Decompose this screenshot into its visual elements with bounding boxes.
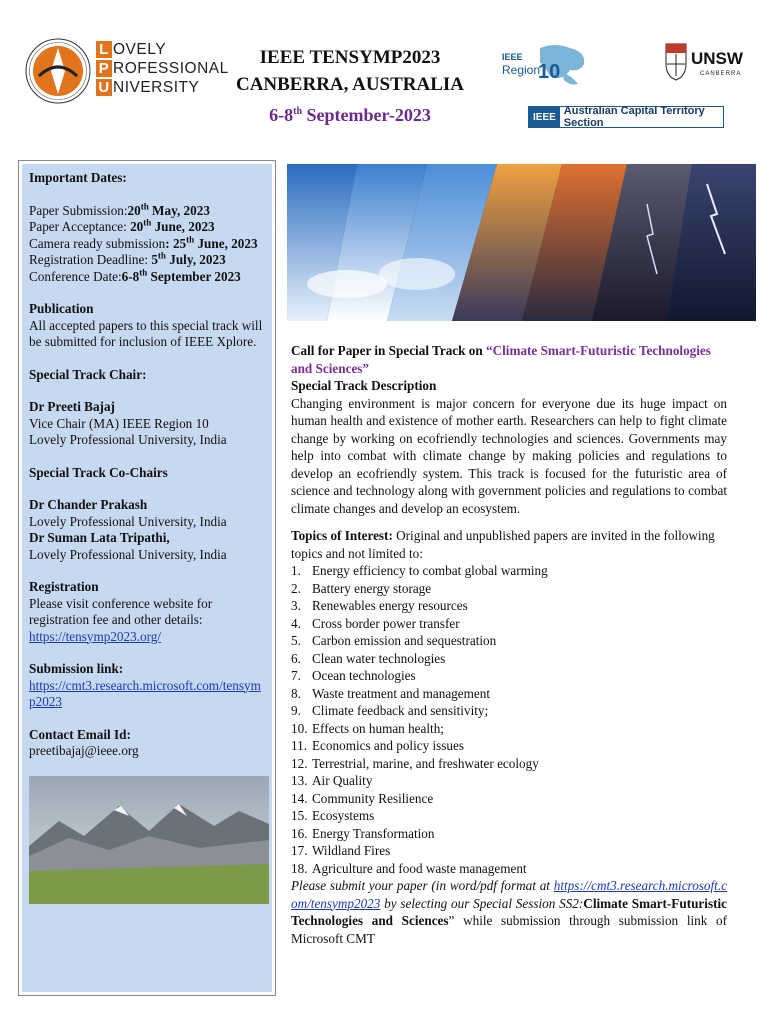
topic-number: 13. bbox=[291, 773, 308, 788]
topic-number: 15. bbox=[291, 808, 308, 823]
topic-item bbox=[291, 615, 727, 633]
description-text: Changing environment is major concern for everyone due its huge impact on human health and existence of mother earth. Researchers can help to fight climate change by working on ecofriendly technologies and sciences. Governments may help into combat with climate change by making policies and regulations to develop an ecofriendly system. This track is focused for the futuristic area of science and technology along with government policies and regulations to combat climate changes and develop an ecosystem. bbox=[291, 395, 727, 516]
lpu-logo bbox=[25, 38, 91, 104]
topic-text: Battery energy storage bbox=[312, 580, 432, 596]
topic-item bbox=[291, 737, 727, 755]
topic-text: Cross border power transfer bbox=[312, 615, 460, 631]
topic-item bbox=[291, 807, 727, 825]
svg-text:CANBERRA: CANBERRA bbox=[700, 71, 742, 77]
topic-item bbox=[291, 842, 727, 860]
topic-text: Clean water technologies bbox=[312, 650, 446, 666]
topic-text: Effects on human health; bbox=[312, 720, 444, 736]
cochair1-affiliation: Lovely Professional University, India bbox=[29, 513, 227, 529]
topic-item bbox=[291, 772, 727, 790]
topic-text: Ecosystems bbox=[312, 808, 375, 823]
topic-text: Energy Transformation bbox=[312, 825, 435, 841]
cochair1-name: Dr Chander Prakash bbox=[29, 497, 148, 512]
topic-number: 10. bbox=[291, 720, 308, 736]
sidebar bbox=[18, 160, 276, 996]
date-conference: Conference Date:6-8th September 2023 bbox=[29, 267, 241, 284]
topic-text: Economics and policy issues bbox=[312, 738, 464, 753]
main-content bbox=[291, 342, 727, 947]
chair-name: Dr Preeti Bajaj bbox=[29, 399, 115, 414]
submission-link[interactable]: https://cmt3.research.microsoft.com/tensymp2023 bbox=[29, 677, 261, 709]
svg-text:UNSW: UNSW bbox=[691, 49, 743, 68]
topic-number: 7. bbox=[291, 668, 301, 683]
track-title: “Climate Smart-Futuristic Technologies and Sciences” bbox=[291, 343, 711, 376]
topics-list bbox=[291, 562, 727, 877]
important-dates-heading: Important Dates: bbox=[29, 170, 127, 185]
unsw-logo bbox=[664, 42, 746, 84]
topic-number: 8. bbox=[291, 685, 301, 701]
topic-number: 4. bbox=[291, 615, 301, 631]
conference-location: CANBERRA, AUSTRALIA bbox=[235, 74, 465, 95]
registration-heading: Registration bbox=[29, 579, 99, 594]
ieee-act-section-logo: IEEE Australian Capital Territory Section bbox=[528, 106, 724, 128]
topic-text: Carbon emission and sequestration bbox=[312, 633, 497, 648]
topic-item bbox=[291, 702, 727, 720]
topic-text: Energy efficiency to combat global warming bbox=[312, 563, 548, 578]
cochairs-heading: Special Track Co-Chairs bbox=[29, 464, 168, 480]
topic-item bbox=[291, 825, 727, 843]
svg-text:Region: Region bbox=[502, 63, 541, 77]
topic-number: 1. bbox=[291, 563, 301, 578]
ieee-region10-logo bbox=[500, 42, 590, 88]
topic-item bbox=[291, 685, 727, 703]
topic-number: 6. bbox=[291, 650, 301, 666]
topics-intro: Topics of Interest: Original and unpublished papers are invited in the following topics and not limited to: bbox=[291, 528, 715, 561]
topic-text: Climate feedback and sensitivity; bbox=[312, 703, 489, 718]
date-registration: Registration Deadline: 5th July, 2023 bbox=[29, 250, 226, 267]
climate-weather-collage-image bbox=[287, 164, 756, 321]
topic-item bbox=[291, 562, 727, 580]
topic-item bbox=[291, 790, 727, 808]
contact-heading: Contact Email Id: bbox=[29, 726, 131, 742]
lpu-wordmark: L OVELY P ROFESSIONAL U NIVERSITY bbox=[96, 40, 229, 97]
chair-heading: Special Track Chair: bbox=[29, 366, 147, 382]
topic-number: 18. bbox=[291, 860, 308, 876]
registration-link[interactable]: https://tensymp2023.org/ bbox=[29, 628, 162, 644]
contact-email: preetibajaj@ieee.org bbox=[29, 743, 139, 758]
topic-number: 5. bbox=[291, 633, 301, 648]
svg-text:IEEE: IEEE bbox=[502, 52, 523, 62]
topic-item bbox=[291, 755, 727, 773]
publication-text: All accepted papers to this special track will be submitted for inclusion of IEEE Xplore. bbox=[29, 317, 263, 349]
description-heading: Special Track Description bbox=[291, 378, 437, 393]
submission-note: Please submit your paper (in word/pdf format at https://cmt3.research.microsoft.com/tensymp2023 by selecting our Special Session SS2:Climate Smart-Futuristic Technologies and Sciences” while submission through submission link of Microsoft CMT bbox=[291, 878, 727, 946]
topic-item bbox=[291, 650, 727, 668]
topic-text: Community Resilience bbox=[312, 790, 434, 806]
topic-item bbox=[291, 860, 727, 878]
topic-number: 16. bbox=[291, 825, 308, 841]
topic-text: Agriculture and food waste management bbox=[312, 860, 527, 876]
publication-heading: Publication bbox=[29, 301, 94, 316]
conference-name: IEEE TENSYMP2023 bbox=[259, 47, 441, 68]
topic-item bbox=[291, 667, 727, 685]
topic-number: 12. bbox=[291, 755, 308, 771]
registration-text: Please visit conference website for registration fee and other details: bbox=[29, 595, 213, 627]
chair-affiliation: Lovely Professional University, India bbox=[29, 432, 227, 447]
cochair2-affiliation: Lovely Professional University, India bbox=[29, 546, 227, 562]
topic-number: 14. bbox=[291, 790, 308, 806]
topic-text: Renewables energy resources bbox=[312, 598, 468, 613]
topic-item bbox=[291, 597, 727, 615]
date-paper-acceptance: Paper Acceptance: 20th June, 2023 bbox=[29, 217, 215, 234]
topic-number: 9. bbox=[291, 703, 301, 718]
svg-text:10: 10 bbox=[538, 61, 561, 83]
topic-number: 11. bbox=[291, 738, 307, 753]
cochair2-name: Dr Suman Lata Tripathi, bbox=[29, 530, 170, 545]
topic-number: 17. bbox=[291, 843, 308, 858]
topic-text: Waste treatment and management bbox=[312, 685, 490, 701]
submission-heading: Submission link: bbox=[29, 661, 124, 676]
topic-text: Ocean technologies bbox=[312, 668, 416, 683]
topic-item bbox=[291, 580, 727, 598]
mountain-landscape-image bbox=[29, 776, 269, 904]
date-paper-submission: Paper Submission:20th May, 2023 bbox=[29, 201, 210, 218]
topic-text: Air Quality bbox=[312, 773, 373, 788]
topic-number: 2. bbox=[291, 580, 301, 596]
call-for-paper: Call for Paper in Special Track on “Climate Smart-Futuristic Technologies and Sciences” bbox=[291, 343, 711, 376]
topic-number: 3. bbox=[291, 598, 301, 613]
topic-item bbox=[291, 632, 727, 650]
topic-text: Wildland Fires bbox=[312, 843, 391, 858]
topic-item bbox=[291, 720, 727, 738]
conference-title bbox=[228, 44, 472, 98]
date-camera-ready: Camera ready submission: 25th June, 2023 bbox=[29, 234, 258, 251]
topic-text: Terrestrial, marine, and freshwater ecology bbox=[312, 755, 539, 771]
sidebar-content bbox=[22, 164, 272, 992]
chair-role: Vice Chair (MA) IEEE Region 10 bbox=[29, 415, 209, 431]
submission-note-link[interactable]: https://cmt3.research.microsoft.com/tensymp2023 bbox=[291, 878, 727, 911]
conference-date: 6-8th September-2023 bbox=[269, 105, 431, 125]
